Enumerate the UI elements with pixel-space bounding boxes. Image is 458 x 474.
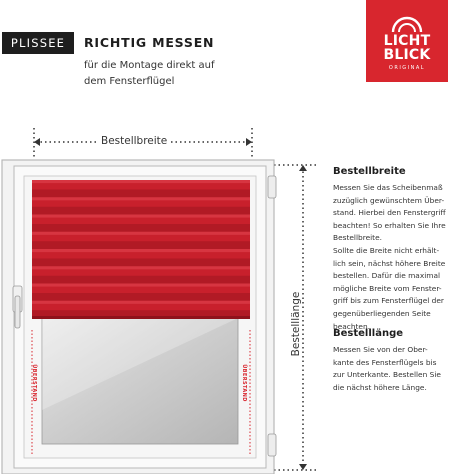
section-width-line: beachten. [333,321,370,331]
blind-pleat-highlight [32,284,250,287]
arrow-up-icon [299,165,307,171]
blind-pleat [32,224,250,232]
blind-pleat-highlight [32,301,250,304]
section-width-line: Sollte die Breite nicht erhält- [333,245,440,255]
blind-pleat-highlight [32,266,250,269]
blind-pleat [32,276,250,284]
blind-bottom-rail [32,316,250,319]
blind-pleat [32,207,250,215]
section-width-line: Bestellbreite. [333,233,382,243]
blind-pleat-highlight [32,215,250,218]
section-width-line: mögliche Breite vom Fenster- [333,283,442,293]
overhang-right-label: ÜBERSTAND [241,364,247,402]
section-length-line: Messen Sie von der Ober- [333,345,428,354]
logo-text-blick: BLICK [383,47,431,63]
blind-pleat-highlight [32,232,250,235]
section-length-title: Bestelllänge [333,328,404,339]
section-width-line: zuzüglich gewünschtem Über- [333,195,445,205]
overhang-left-label: ÜBERSTAND [31,364,37,402]
section-width-line: beachten! So erhalten Sie Ihre [333,220,446,230]
section-width-line: gegenüberliegenden Seite [333,308,431,318]
subtitle-line-2: dem Fensterflügel [84,76,175,87]
brand-logo [366,0,448,82]
section-width-line: bestellen. Dafür die maximal [333,271,441,281]
hinge-top [268,176,276,198]
logo-text-original: ORIGINAL [388,65,426,71]
section-length-line: die nächst höhere Länge. [333,382,427,392]
hinge-bottom [268,434,276,456]
logo-arc-icon [388,11,426,33]
section-width-title: Bestellbreite [333,166,406,177]
arrow-down-icon [299,464,307,470]
blind-pleat [32,258,250,266]
section-length-line: zur Unterkante. Bestellen Sie [333,370,441,380]
width-label: Bestellbreite [98,135,170,147]
section-length-body [333,344,455,394]
section-length-line: kante des Fensterflügels bis [333,357,437,367]
blind-pleat [32,241,250,249]
blind-pleat-highlight [32,197,250,200]
product-badge: PLISSEE [2,32,74,54]
blind-pleat [32,293,250,301]
blind-pleat-highlight [32,180,250,183]
pleated-blind [32,180,250,319]
blind-pleat-highlight [32,249,250,252]
page-title: RICHTIG MESSEN [84,35,215,50]
height-label: Bestelllänge [290,274,302,374]
arrow-left-icon [34,138,40,146]
arrow-right-icon [246,138,252,146]
logo-text-licht: LICHT [383,33,431,49]
blind-pleat [32,189,250,197]
section-width-line: stand. Hierbei den Fenstergriff [333,208,446,218]
section-width-body [333,182,455,333]
subtitle-line-1: für die Montage direkt auf [84,60,215,71]
section-width-line: lich sein, nächst höhere Breite [333,258,446,268]
section-width-line: griff bis zum Fensterflügel der [333,296,444,306]
section-width-line: Messen Sie das Scheibenmaß [333,183,443,192]
